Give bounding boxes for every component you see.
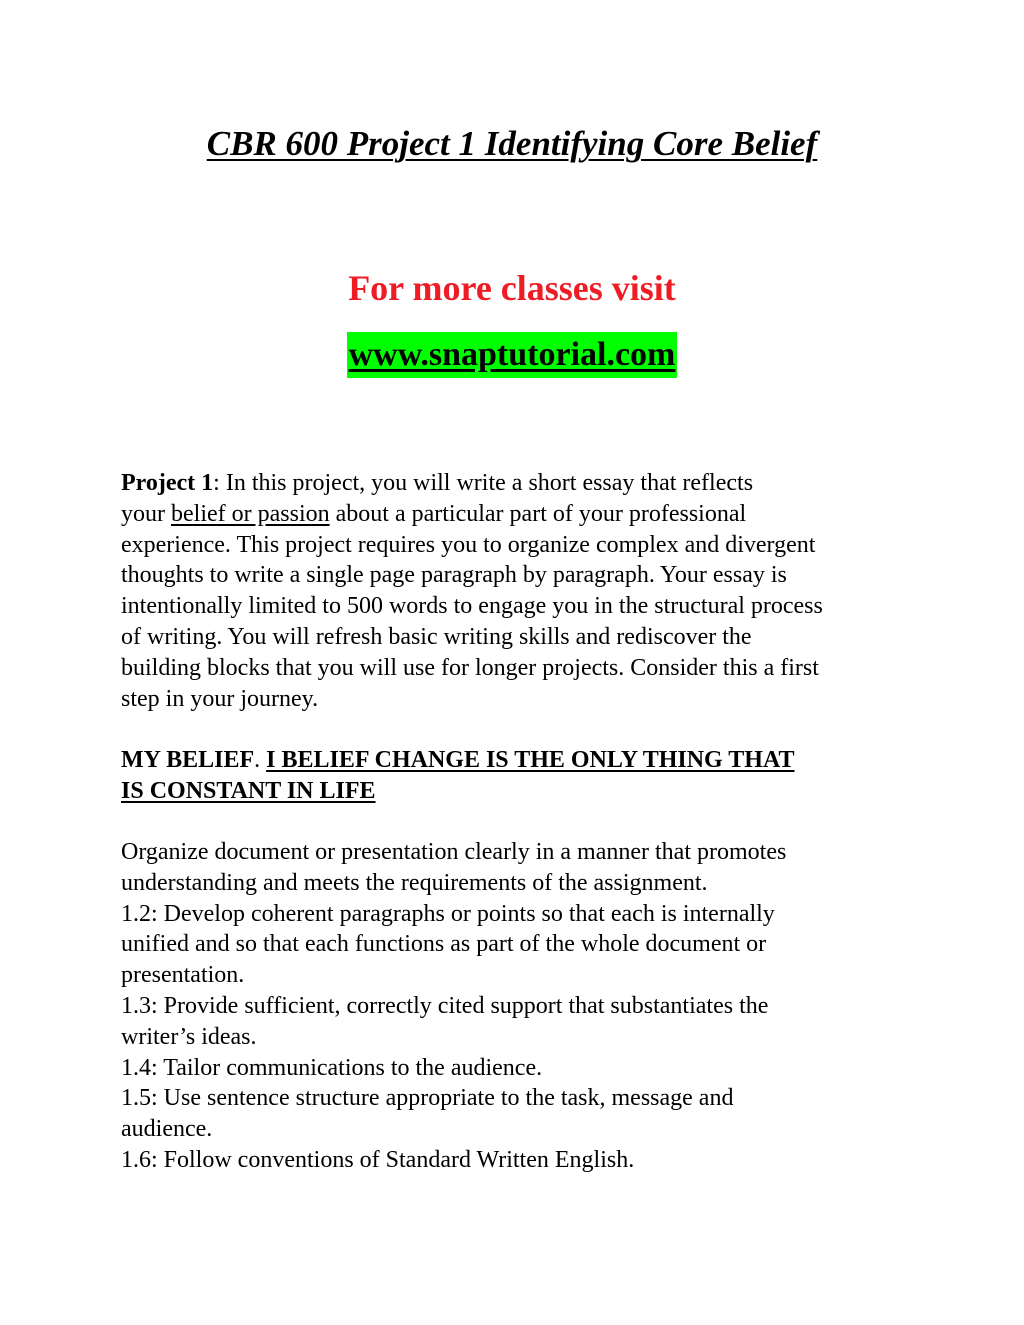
requirement-line: 1.2: Develop coherent paragraphs or points so that each is internally (121, 900, 775, 927)
belief-statement-1: I BELIEF CHANGE IS THE ONLY THING THAT (266, 747, 795, 773)
requirement-line: understanding and meets the requirements of the assignment. (121, 869, 708, 896)
requirement-line: writer’s ideas. (121, 1023, 257, 1050)
project-line-2 (121, 499, 911, 530)
requirement-line: 1.6: Follow conventions of Standard Written English. (121, 1146, 635, 1173)
document-title: CBR 600 Project 1 Identifying Core Belief (206, 124, 818, 163)
project-line: experience. This project requires you to organize complex and divergent (121, 531, 816, 558)
belief-line-1 (121, 745, 911, 776)
belief-label: MY BELIEF (121, 747, 255, 773)
belief-statement-2: IS CONSTANT IN LIFE (121, 777, 376, 804)
project-intro: : In this project, you will write a short essay that reflects (213, 470, 754, 496)
site-link[interactable]: www.snaptutorial.com (347, 332, 678, 378)
requirement-line: unified and so that each functions as part of the whole document or (121, 931, 767, 958)
project-line: thoughts to write a single page paragraph by paragraph. Your essay is (121, 562, 787, 589)
requirement-line: presentation. (121, 962, 245, 989)
project-line-1 (121, 468, 911, 499)
project-line: building blocks that you will use for longer projects. Consider this a first (121, 654, 819, 681)
requirement-line: audience. (121, 1116, 213, 1143)
belief-or-passion-link[interactable]: belief or passion (171, 500, 330, 527)
promo-text: For more classes visit (348, 268, 676, 308)
requirement-line: 1.5: Use sentence structure appropriate to the task, message and (121, 1085, 734, 1112)
site-link-container (0, 332, 1024, 378)
belief-line-2 (121, 776, 911, 807)
requirements-paragraph (121, 837, 911, 1176)
project-line2-post: about a particular part of your professional (329, 500, 747, 527)
project-line2-pre: your (121, 500, 171, 527)
project-line: intentionally limited to 500 words to engage you in the structural process (121, 593, 823, 620)
belief-dot: . (254, 747, 267, 773)
requirement-line: 1.3: Provide sufficient, correctly cited support that substantiates the (121, 992, 769, 1019)
project-paragraph (121, 468, 911, 714)
requirement-line: Organize document or presentation clearly in a manner that promotes (121, 839, 787, 865)
requirement-line: 1.4: Tailor communications to the audience. (121, 1054, 543, 1081)
project-line: of writing. You will refresh basic writing skills and rediscover the (121, 623, 752, 650)
project-label: Project 1 (121, 470, 214, 496)
belief-paragraph (121, 745, 911, 807)
project-line: step in your journey. (121, 685, 319, 712)
